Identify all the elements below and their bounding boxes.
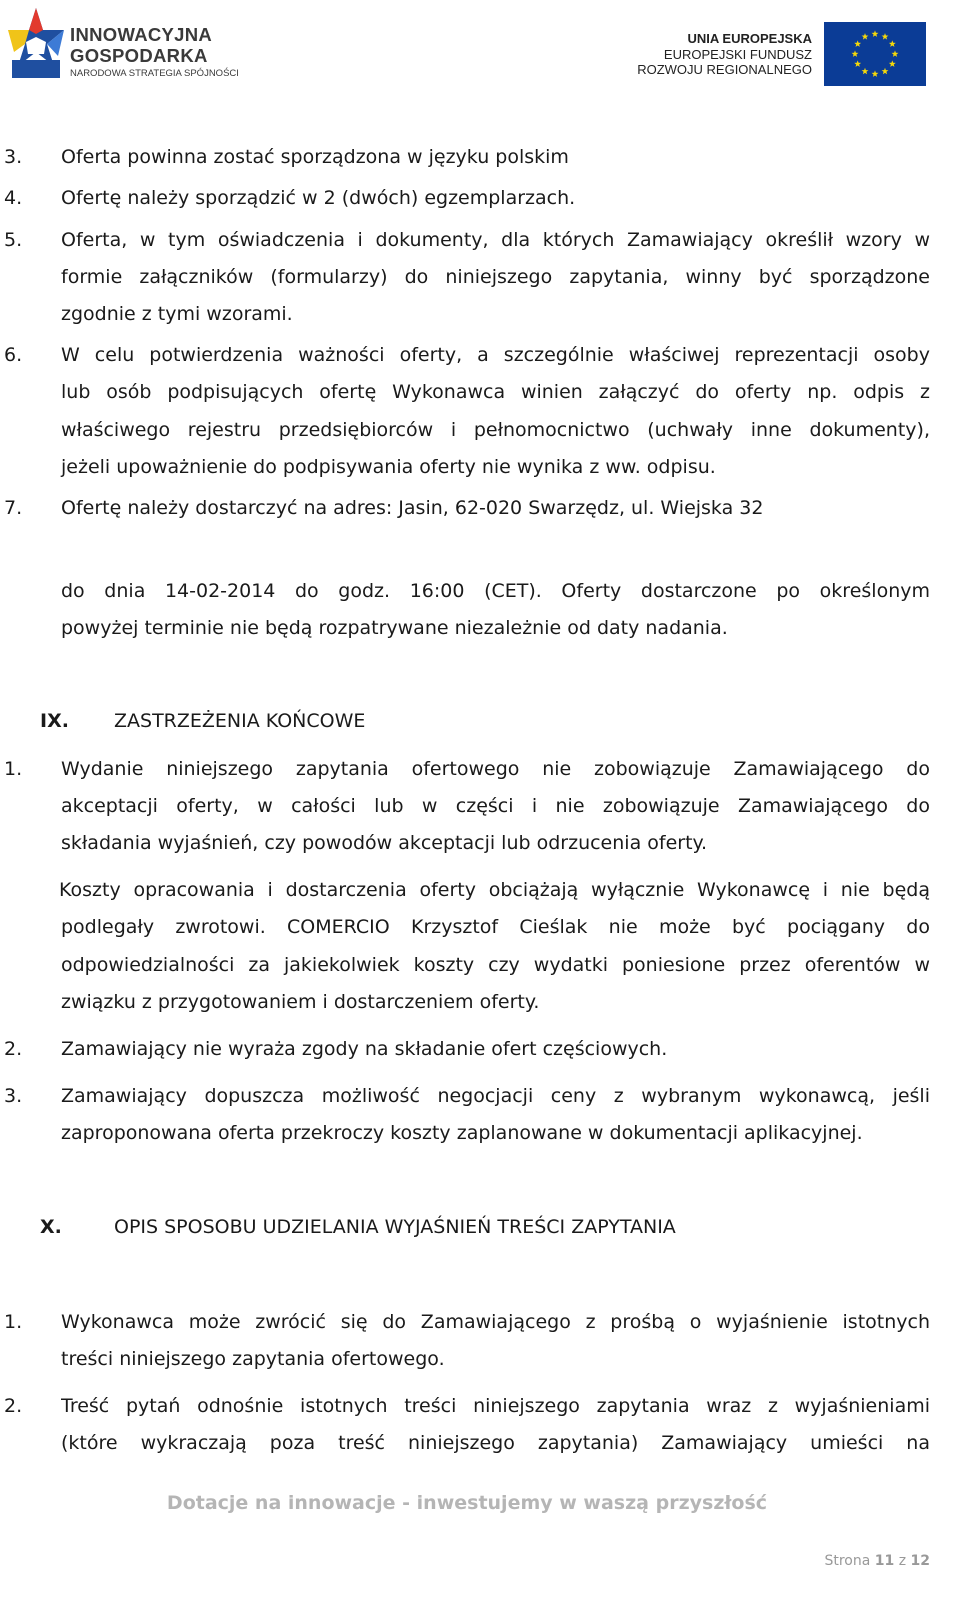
list-item-text: jeżeli upoważnienie do podpisywania oferty nie wynika z ww. odpisu. — [61, 456, 716, 478]
list-item-text: Oferta, w tym oświadczenia i dokumenty, dla których Zamawiający określił wzory w — [61, 229, 930, 251]
eu-star-icon — [854, 60, 861, 67]
list-item-text: Ofertę należy sporządzić w 2 (dwóch) egzemplarzach. — [61, 187, 576, 209]
list-item-text: (które wykraczają poza treść niniejszego zapytania) Zamawiający umieści na — [61, 1432, 930, 1454]
eu-star-icon — [892, 50, 899, 57]
eu-star-icon — [872, 70, 879, 77]
innovative-economy-star-logo-icon — [6, 4, 66, 84]
list-item-text: Ofertę należy dostarczyć na adres: Jasin, 62-020 Swarzędz, ul. Wiejska 32 — [61, 497, 764, 519]
eu-star-icon — [889, 40, 896, 47]
section-number: IX. — [40, 710, 69, 732]
item-number: 2. — [4, 1395, 23, 1417]
list-item-text: Wydanie niniejszego zapytania ofertowego nie zobowiązuje Zamawiającego do — [61, 758, 930, 780]
page-number — [824, 1552, 930, 1570]
list-item-text: Treść pytań odnośnie istotnych treści niniejszego zapytania wraz z wyjaśnieniami — [61, 1395, 930, 1417]
eu-star-icon — [862, 68, 869, 75]
eu-star-icon — [889, 60, 896, 67]
paragraph-text: podlegały zwrotowi. COMERCIO Krzysztof Cieślak nie może być pociągany do — [61, 916, 930, 938]
eu-fund-logo — [636, 22, 926, 88]
eu-star-icon — [852, 50, 859, 57]
item-number: 3. — [4, 1085, 23, 1107]
list-item-text: zaproponowana oferta przekroczy koszty zaplanowane w dokumentacji aplikacyjnej. — [61, 1122, 863, 1144]
item-number: 6. — [4, 344, 23, 366]
list-item-text: Oferta powinna zostać sporządzona w języku polskim — [61, 146, 569, 168]
eu-star-icon — [854, 40, 861, 47]
page-total: 12 — [910, 1553, 930, 1569]
item-number: 1. — [4, 1311, 23, 1333]
paragraph-text: związku z przygotowaniem i dostarczeniem oferty. — [61, 991, 540, 1013]
list-item-text: składania wyjaśnień, czy powodów akceptacji lub odrzucenia oferty. — [61, 832, 708, 854]
item-number: 2. — [4, 1038, 23, 1060]
paragraph-text: odpowiedzialności za jakiekolwiek koszty czy wydatki poniesione przez oferentów w — [61, 954, 930, 976]
list-item-text: W celu potwierdzenia ważności oferty, a szczególnie właściwej reprezentacji osoby — [61, 344, 930, 366]
list-item-text: zgodnie z tymi wzorami. — [61, 303, 293, 325]
logo-title-line1: INNOWACYJNA — [70, 24, 213, 45]
page-separator: z — [898, 1553, 907, 1569]
footer-slogan: Dotacje na innowacje - inwestujemy w waszą przyszłość — [166, 1492, 768, 1514]
list-item-text: formie załączników (formularzy) do niniejszego zapytania, winny być sporządzone — [61, 266, 930, 288]
list-item-text: akceptacji oferty, w całości lub w części i nie zobowiązuje Zamawiającego do — [61, 795, 930, 817]
section-heading: OPIS SPOSOBU UDZIELANIA WYJAŚNIEŃ TREŚCI ZAPYTANIA — [114, 1216, 676, 1238]
list-item-text: treści niniejszego zapytania ofertowego. — [61, 1348, 445, 1370]
list-item-text: Zamawiający nie wyraża zgody na składanie ofert częściowych. — [61, 1038, 668, 1060]
list-item-text: lub osób podpisujących ofertę Wykonawca winien załączyć do oferty np. odpis z — [61, 381, 930, 403]
list-item-text: Zamawiający dopuszcza możliwość negocjacji ceny z wybranym wykonawcą, jeśli — [61, 1085, 930, 1107]
logo-title-line2: GOSPODARKA — [70, 45, 208, 66]
item-number: 7. — [4, 497, 23, 519]
eu-star-icon — [862, 33, 869, 40]
eu-flag-icon — [824, 22, 926, 86]
section-heading: ZASTRZEŻENIA KOŃCOWE — [114, 710, 366, 732]
list-item-text: Wykonawca może zwrócić się do Zamawiającego z prośbą o wyjaśnienie istotnych — [61, 1311, 930, 1333]
eu-star-icon — [872, 30, 879, 37]
item-number: 5. — [4, 229, 23, 251]
eu-star-icon — [882, 68, 889, 75]
innowacyjna-gospodarka-logo — [6, 4, 246, 84]
page-current: 11 — [874, 1553, 895, 1569]
item-number: 3. — [4, 146, 23, 168]
page-header — [0, 0, 960, 100]
item-number: 1. — [4, 758, 23, 780]
page-prefix: Strona — [824, 1553, 871, 1569]
section-number: X. — [40, 1216, 62, 1238]
logo-subtitle: NARODOWA STRATEGIA SPÓJNOŚCI — [70, 68, 239, 79]
eu-logo-line3: ROZWOJU REGIONALNEGO — [637, 62, 812, 77]
eu-logo-line1: UNIA EUROPEJSKA — [687, 31, 812, 46]
deadline-text: do dnia 14-02-2014 do godz. 16:00 (CET). Oferty dostarczone po określonym — [61, 580, 930, 602]
list-item-text: właściwego rejestru przedsiębiorców i pełnomocnictwo (uchwały inne dokumenty), — [61, 419, 930, 441]
eu-star-icon — [882, 33, 889, 40]
deadline-text: powyżej terminie nie będą rozpatrywane niezależnie od daty nadania. — [61, 617, 728, 639]
paragraph-text: Koszty opracowania i dostarczenia oferty obciążają wyłącznie Wykonawcę i nie będą — [59, 879, 930, 901]
item-number: 4. — [4, 187, 23, 209]
eu-logo-line2: EUROPEJSKI FUNDUSZ — [663, 47, 812, 62]
